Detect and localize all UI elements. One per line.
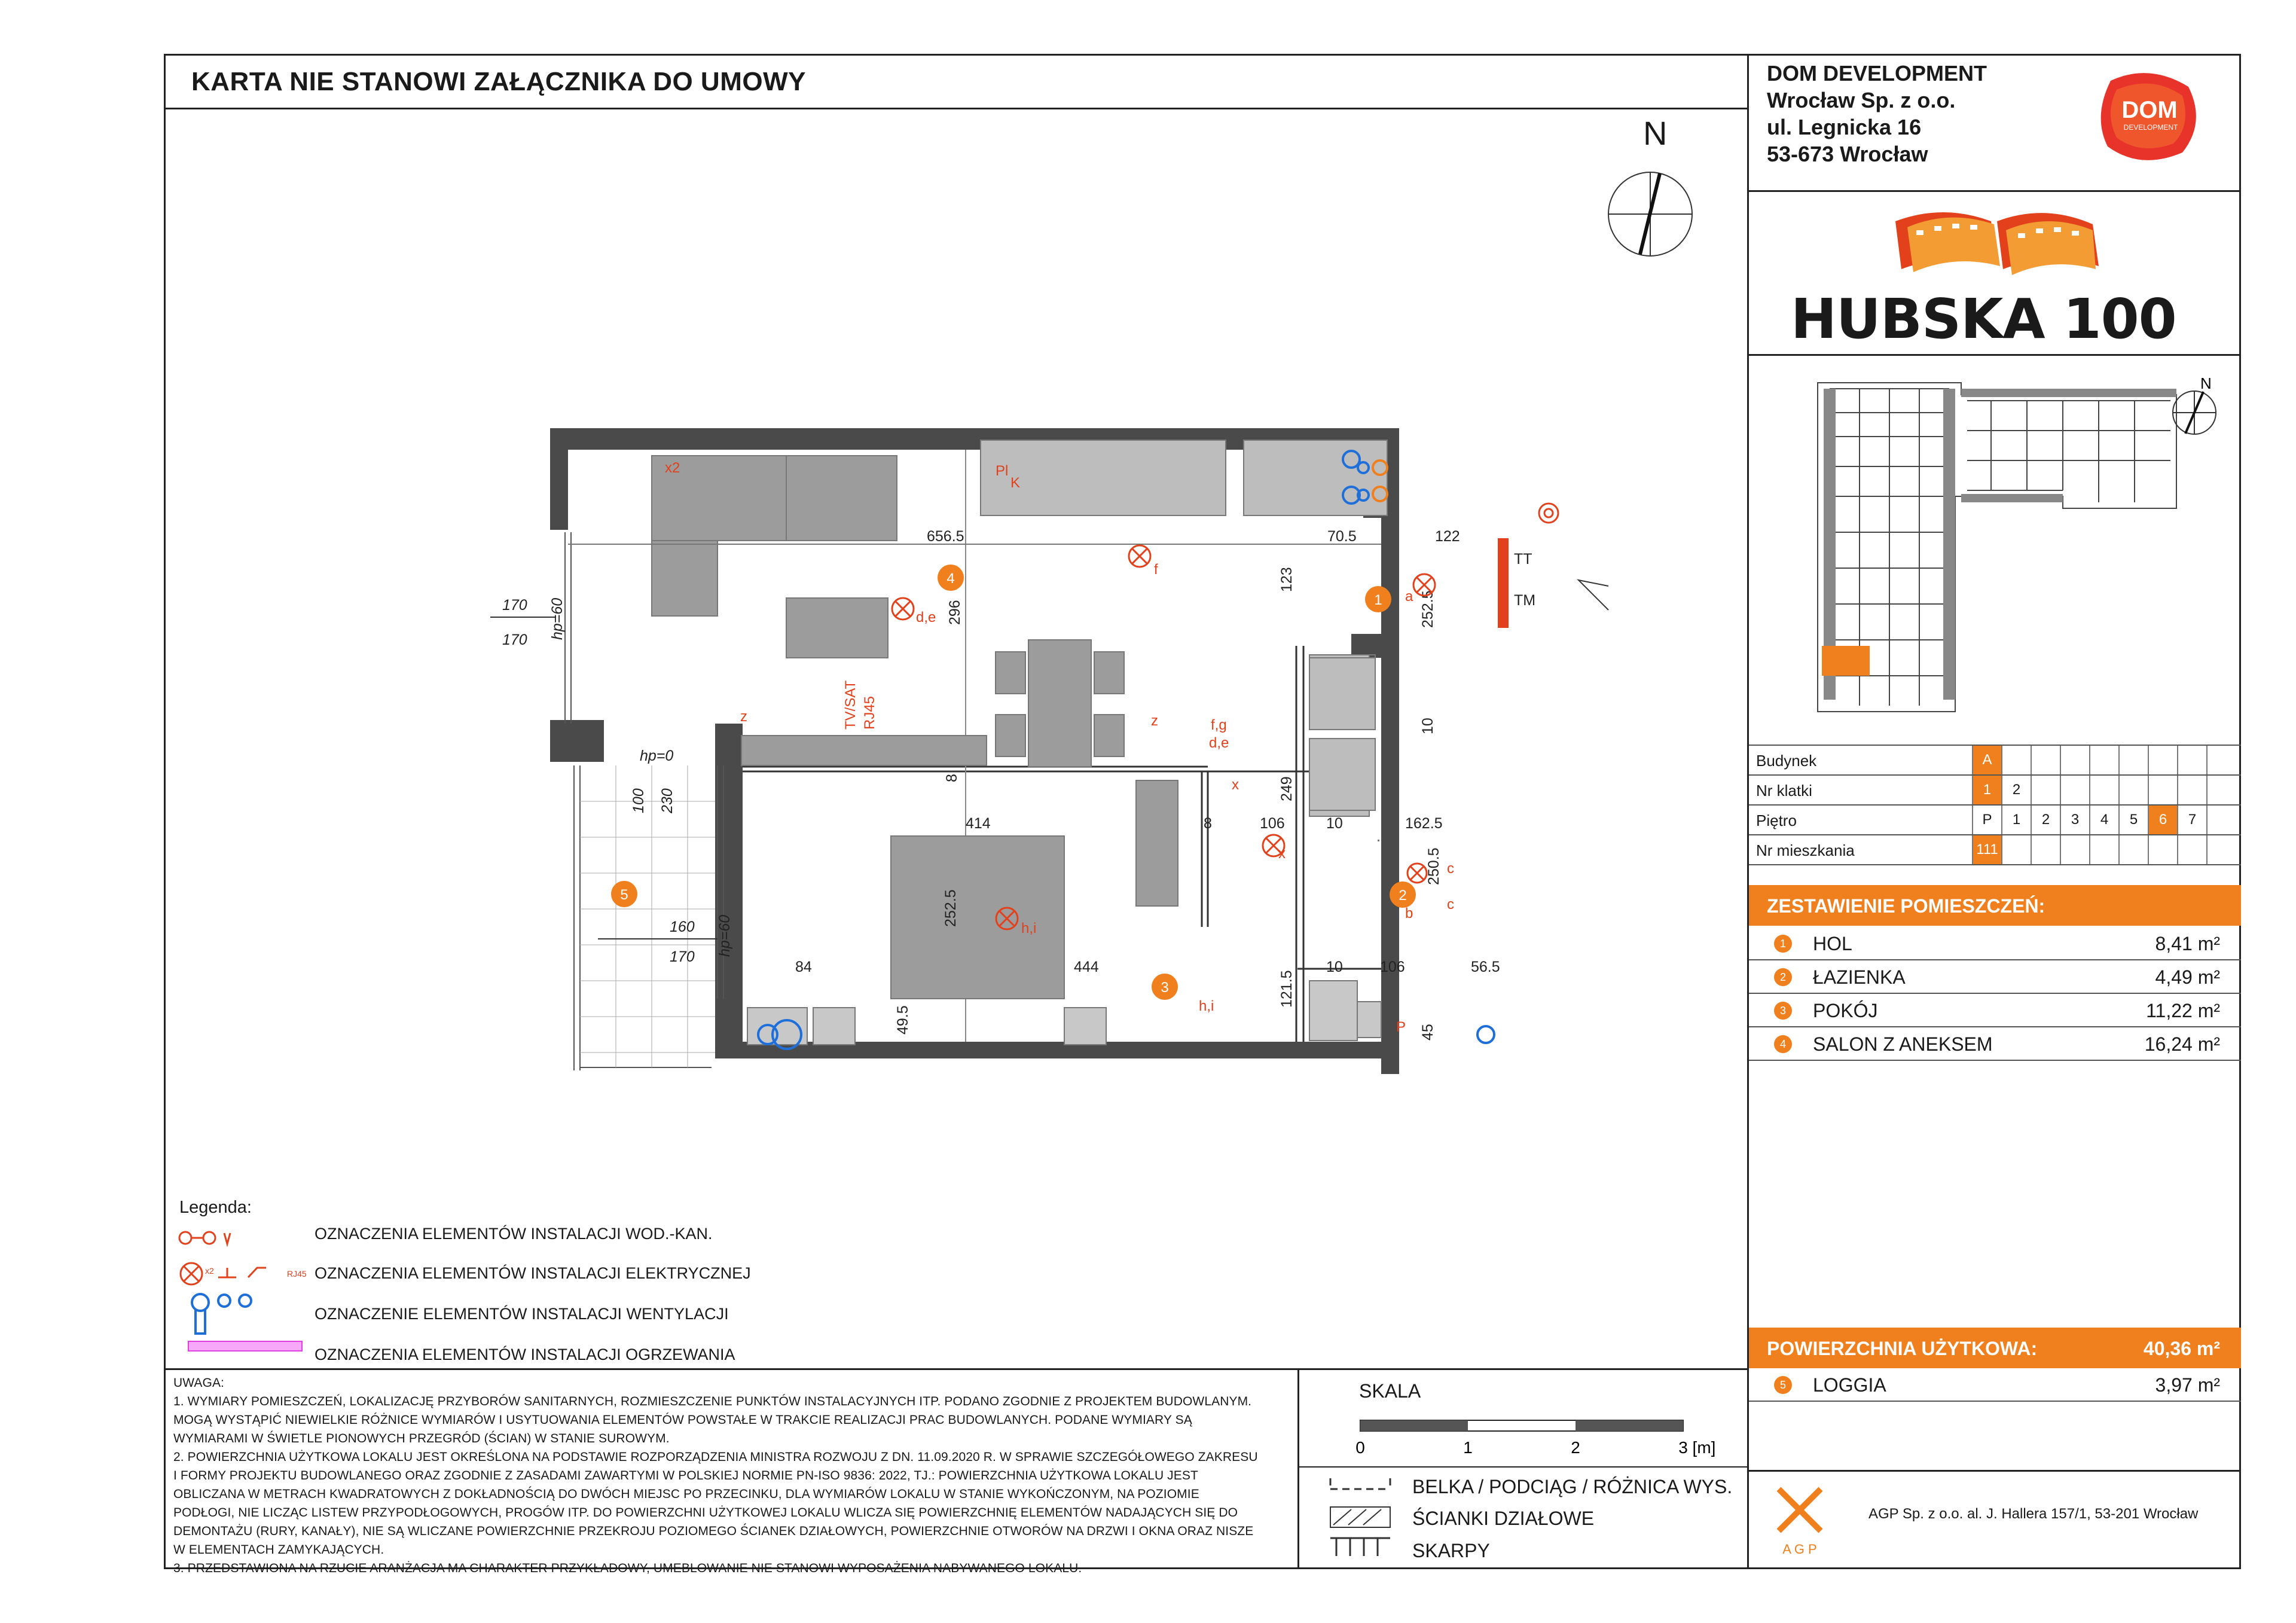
svg-text:1: 1 <box>1374 592 1382 608</box>
svg-text:h,i: h,i <box>1199 998 1214 1014</box>
entry-marker <box>1578 580 1608 610</box>
svg-text:hp=60: hp=60 <box>716 914 733 957</box>
agp-logo <box>1773 1483 1833 1561</box>
table-cell <box>2148 776 2177 804</box>
svg-text:K: K <box>1010 475 1021 491</box>
logo-subtext: DEVELOPMENT <box>2123 123 2178 132</box>
agp-divider <box>1747 1470 2241 1472</box>
room-area: 11,22 m² <box>2146 1000 2220 1021</box>
note-line: OBLICZANA W METRACH KWADRATOWYCH Z DOKŁADNOŚCIĄ DO DWÓCH MIEJSC PO PRZECINKU, DLA WYMIARÓW LOKALU W STANIE WYKOŃCZONYM, NA POZIOMIE <box>173 1487 1199 1501</box>
room-badge: 4 <box>1774 1035 1792 1053</box>
company-divider <box>1747 190 2241 192</box>
table-cell <box>2060 776 2089 804</box>
room-name: HOL <box>1813 933 1852 954</box>
key-plan <box>1812 374 2242 736</box>
project-divider <box>1747 354 2241 356</box>
svg-text:84: 84 <box>795 959 812 975</box>
symbol-label: SKARPY <box>1412 1540 1490 1561</box>
svg-text:d,e: d,e <box>916 609 936 626</box>
svg-text:100: 100 <box>630 788 647 813</box>
room-name: POKÓJ <box>1813 1000 1878 1021</box>
note-line: PODŁOGI, NIE LICZĄC LISTEW PRZYPODŁOGOWYCH, PROGÓW ITP. DO POWIERZCHNI UŻYTKOWEJ LOKALU WLICZA SIĘ POWIERZCHNIĘ ELEMENTÓW NADAJĄCYCH SIĘ DO <box>173 1506 1238 1520</box>
rooms-summary-heading: ZESTAWIENIE POMIESZCZEŃ: <box>1749 885 2241 926</box>
table-cell <box>2060 835 2089 864</box>
list-item <box>1749 1027 2241 1061</box>
svg-text:f: f <box>1154 562 1158 578</box>
scale-bar <box>1351 1411 1716 1459</box>
svg-text:49.5: 49.5 <box>894 1005 911 1035</box>
table-cell <box>2206 776 2236 804</box>
svg-text:P: P <box>1396 1019 1406 1035</box>
furniture <box>652 456 1375 999</box>
svg-text:a: a <box>1405 588 1413 605</box>
table-cell <box>2089 835 2118 864</box>
svg-text:414: 414 <box>966 815 991 832</box>
svg-text:2: 2 <box>1571 1438 1580 1457</box>
note-line: I FORMY PROJEKTU BUDOWLANEGO ORAZ ZGODNIE Z ZASADAMI ZAWARTYMI W POLSKIEJ NORMIE PN-ISO 9836: 2022, TJ.: POWIERZCHNIA UŻYTKOWA LOKALU JEST <box>173 1469 1198 1482</box>
svg-text:3: 3 <box>1161 980 1169 996</box>
table-cell <box>2206 746 2236 774</box>
table-cell <box>2031 835 2060 864</box>
svg-text:56.5: 56.5 <box>1471 959 1500 975</box>
note-line: WYMIARAMI W ŚWIETLE PIONOWYCH PRZEGRÓD (ŚCIAN) W STANIE SUROWYM. <box>173 1432 670 1445</box>
room-badge: 1 <box>1774 935 1792 953</box>
scale-divider <box>1297 1368 1299 1569</box>
svg-text:230: 230 <box>659 788 676 813</box>
page-title: KARTA NIE STANOWI ZAŁĄCZNIKA DO UMOWY <box>191 67 806 96</box>
loggia-tiles <box>580 765 715 1067</box>
svg-text:TM: TM <box>1514 592 1536 609</box>
svg-text:10: 10 <box>1326 959 1343 975</box>
table-cell: 1 <box>1972 776 2001 804</box>
company-line: DOM DEVELOPMENT <box>1767 61 1987 86</box>
svg-text:10: 10 <box>1326 815 1343 832</box>
svg-text:45: 45 <box>1419 1024 1436 1041</box>
svg-text:RJ45: RJ45 <box>862 695 878 730</box>
legend-item: OZNACZENIA ELEMENTÓW INSTALACJI ELEKTRYCZNEJ <box>315 1264 751 1282</box>
svg-text:5: 5 <box>620 887 628 903</box>
table-row <box>1749 745 2241 776</box>
svg-text:x2: x2 <box>665 460 680 476</box>
note-line: DEMONTAŻU (RURY, KANAŁY), NIE SĄ WLICZANE POWIERZCHNIE PRZEKROJU POZIOMEGO ŚCIANEK DZIAŁOWYCH, POWIERZCHNIE OTWORÓW NA DRZWI I OKNA ORAZ NISZE <box>173 1524 1254 1538</box>
legend-title: Legenda: <box>179 1198 252 1217</box>
svg-text:3: 3 <box>1678 1438 1688 1457</box>
room-badge: 3 <box>1774 1002 1792 1020</box>
table-cell <box>2089 776 2118 804</box>
table-cell: 5 <box>2118 806 2148 834</box>
note-line: MOGĄ WYSTĄPIĆ NIEWIELKIE RÓŻNICE WYMIARÓW I USYTUOWANIA ELEMENTÓW POWSTAŁE W TRAKCIE REALIZACJI PRAC BUDOWLANYCH. PODANE WYMIARY SĄ <box>173 1413 1192 1427</box>
svg-text:444: 444 <box>1074 959 1099 975</box>
symbols-divider <box>1297 1466 1747 1468</box>
table-cell <box>2177 835 2206 864</box>
room-badge: 5 <box>1774 1376 1792 1394</box>
table-row-label: Piętro <box>1756 812 1797 829</box>
symbol-label: ŚCIANKI DZIAŁOWE <box>1412 1508 1595 1529</box>
table-cell <box>2206 835 2236 864</box>
table-cell: 2 <box>2031 806 2060 834</box>
svg-text:70.5: 70.5 <box>1327 528 1357 545</box>
svg-text:656.5: 656.5 <box>927 528 964 545</box>
svg-text:hp=60: hp=60 <box>549 597 566 640</box>
north-label: N <box>1643 114 1668 152</box>
svg-text:c: c <box>1447 861 1454 877</box>
svg-text:250.5: 250.5 <box>1425 847 1442 885</box>
symbol-keys <box>1321 1472 1399 1562</box>
table-row <box>1749 835 2241 865</box>
svg-text:A G P: A G P <box>1782 1542 1817 1557</box>
svg-text:b: b <box>1405 905 1413 922</box>
note-line: W ELEMENTACH ZAMYKAJĄCYCH. <box>173 1543 384 1557</box>
table-cell <box>2118 776 2148 804</box>
company-address <box>1767 60 1987 167</box>
svg-text:hp=0: hp=0 <box>640 748 674 764</box>
table-row <box>1749 776 2241 806</box>
svg-text:106: 106 <box>1260 815 1285 832</box>
table-cell <box>2177 776 2206 804</box>
svg-text:170: 170 <box>502 631 527 648</box>
legend-item: OZNACZENIE ELEMENTÓW INSTALACJI WENTYLACJI <box>315 1305 729 1323</box>
room-area: 3,97 m² <box>2155 1374 2220 1396</box>
legend-item: OZNACZENIA ELEMENTÓW INSTALACJI OGRZEWANIA <box>315 1346 735 1363</box>
svg-text:x: x <box>1232 777 1239 793</box>
svg-text:f,g: f,g <box>1211 717 1227 733</box>
table-cell <box>2177 746 2206 774</box>
header-divider <box>164 108 1747 109</box>
notes-block <box>173 1374 1297 1578</box>
svg-text:8: 8 <box>944 774 960 782</box>
extra-area-list <box>1749 1368 2241 1402</box>
riser-tt-tm <box>1498 538 1509 628</box>
notes-heading: UWAGA: <box>173 1376 224 1390</box>
table-cell: 3 <box>2060 806 2089 834</box>
table-cell: 6 <box>2148 806 2177 834</box>
table-cell: 1 <box>2001 806 2031 834</box>
floor-plan <box>454 419 1626 1100</box>
compass-icon <box>1584 167 1716 263</box>
legend-symbols <box>176 1220 320 1357</box>
room-area: 8,41 m² <box>2155 933 2220 954</box>
svg-text:4: 4 <box>947 571 955 587</box>
table-cell: 7 <box>2177 806 2206 834</box>
info-table <box>1749 745 2241 865</box>
wall <box>715 724 743 1047</box>
svg-text:d,e: d,e <box>1209 735 1229 751</box>
list-item <box>1749 994 2241 1027</box>
room-name: LOGGIA <box>1813 1374 1886 1396</box>
usable-area-label: POWIERZCHNIA UŻYTKOWA: <box>1767 1338 2038 1359</box>
svg-text:162.5: 162.5 <box>1405 815 1443 832</box>
svg-text:RJ45: RJ45 <box>287 1269 307 1279</box>
svg-text:170: 170 <box>670 948 695 965</box>
scale-label: SKALA <box>1359 1380 1421 1402</box>
svg-text:1: 1 <box>1463 1438 1473 1457</box>
svg-text:c: c <box>1447 896 1454 913</box>
notes-divider <box>164 1368 1747 1370</box>
architect-address: AGP Sp. z o.o. al. J. Hallera 157/1, 53-201 Wrocław <box>1868 1506 2199 1522</box>
svg-text:106: 106 <box>1380 959 1405 975</box>
company-line: ul. Legnicka 16 <box>1767 115 1922 139</box>
table-cell: 4 <box>2089 806 2118 834</box>
table-row-label: Budynek <box>1756 752 1817 770</box>
table-cell <box>2031 746 2060 774</box>
svg-text:z: z <box>1151 713 1158 729</box>
svg-text:x2: x2 <box>205 1266 214 1276</box>
project-name: HUBSKA 100 <box>1791 287 2176 351</box>
bathroom-fixtures <box>1309 658 1375 810</box>
keyplan-north: N <box>2200 374 2212 392</box>
room-name: ŁAZIENKA <box>1813 966 1906 988</box>
note-line: 2. POWIERZCHNIA UŻYTKOWA LOKALU JEST OKREŚLONA NA PODSTAWIE ROZPORZĄDZENIA MINISTRA ROZWOJU Z DN. 11.09.2020 R. W SPRAWIE SZCZEGÓŁOWEGO ZAKRESU <box>173 1450 1258 1464</box>
room-name: SALON Z ANEKSEM <box>1813 1033 1993 1055</box>
note-line: 1. WYMIARY POMIESZCZEŃ, LOKALIZACJĘ PRZYBORÓW SANITARNYCH, ROZMIESZCZENIE PUNKTÓW INSTALACYJNYCH ITP. PODANO ZGODNIE Z PROJEKTEM BUDOWLANYM. <box>173 1395 1252 1408</box>
svg-text:TV/SAT: TV/SAT <box>842 680 859 730</box>
table-cell: A <box>1972 746 2001 774</box>
svg-text:0: 0 <box>1355 1438 1365 1457</box>
table-cell: P <box>1972 806 2001 834</box>
svg-text:170: 170 <box>502 597 527 614</box>
table-cell <box>2001 746 2031 774</box>
room-area: 4,49 m² <box>2155 966 2220 988</box>
room-area: 16,24 m² <box>2144 1033 2220 1055</box>
table-cell <box>2118 835 2148 864</box>
svg-text:252.5: 252.5 <box>1419 590 1436 628</box>
svg-text:10: 10 <box>1419 718 1436 734</box>
table-row-label: Nr klatki <box>1756 782 1812 800</box>
wall <box>550 720 604 762</box>
table-cell: 2 <box>2001 776 2031 804</box>
logo-text: DOM <box>2121 97 2178 123</box>
table-cell <box>2001 835 2031 864</box>
svg-text:252.5: 252.5 <box>942 889 959 927</box>
room-badge: 2 <box>1774 968 1792 986</box>
dom-development-logo <box>2093 69 2206 164</box>
rooms-summary-list <box>1749 927 2241 1061</box>
company-line: 53-673 Wrocław <box>1767 142 1928 166</box>
table-row-label: Nr mieszkania <box>1756 841 1855 859</box>
table-cell <box>2118 746 2148 774</box>
svg-text:z: z <box>740 709 747 725</box>
table-cell <box>2031 776 2060 804</box>
table-cell: 111 <box>1972 835 2001 864</box>
legend-item: OZNACZENIA ELEMENTÓW INSTALACJI WOD.-KAN. <box>315 1225 713 1243</box>
table-row <box>1749 806 2241 835</box>
apartment-highlight <box>1822 646 1870 676</box>
film-strip-logo <box>1889 197 2105 287</box>
svg-text:[m]: [m] <box>1692 1438 1716 1457</box>
svg-text:160: 160 <box>670 919 695 935</box>
svg-text:TT: TT <box>1514 551 1532 568</box>
wall <box>1381 428 1399 1074</box>
table-cell <box>2060 746 2089 774</box>
list-item <box>1749 927 2241 960</box>
svg-text:x: x <box>1278 846 1286 862</box>
table-cell <box>2148 835 2177 864</box>
table-cell <box>2089 746 2118 774</box>
list-item <box>1749 1368 2241 1402</box>
usable-area-bar <box>1749 1328 2241 1368</box>
svg-text:2: 2 <box>1399 887 1407 904</box>
svg-text:296: 296 <box>947 600 963 625</box>
svg-text:123: 123 <box>1278 567 1295 592</box>
symbol-label: BELKA / PODCIĄG / RÓŻNICA WYS. <box>1412 1476 1733 1497</box>
usable-area-value: 40,36 m² <box>2143 1338 2220 1359</box>
company-line: Wrocław Sp. z o.o. <box>1767 88 1956 112</box>
svg-text:h,i: h,i <box>1021 920 1037 936</box>
table-cell <box>2206 806 2236 834</box>
list-item <box>1749 960 2241 994</box>
svg-text:249: 249 <box>1278 776 1295 801</box>
svg-text:121.5: 121.5 <box>1278 970 1295 1008</box>
note-line: 3. PRZEDSTAWIONA NA RZUCIE ARANŻACJA MA CHARAKTER PRZYKŁADOWY, UMEBLOWANIE NIE STANOWI WYPOSAŻENIA NABYWANEGO LOKALU. <box>173 1561 1082 1575</box>
table-cell <box>2148 746 2177 774</box>
svg-text:122: 122 <box>1435 528 1460 545</box>
svg-text:8: 8 <box>1204 815 1212 832</box>
svg-text:Pl: Pl <box>996 463 1009 479</box>
